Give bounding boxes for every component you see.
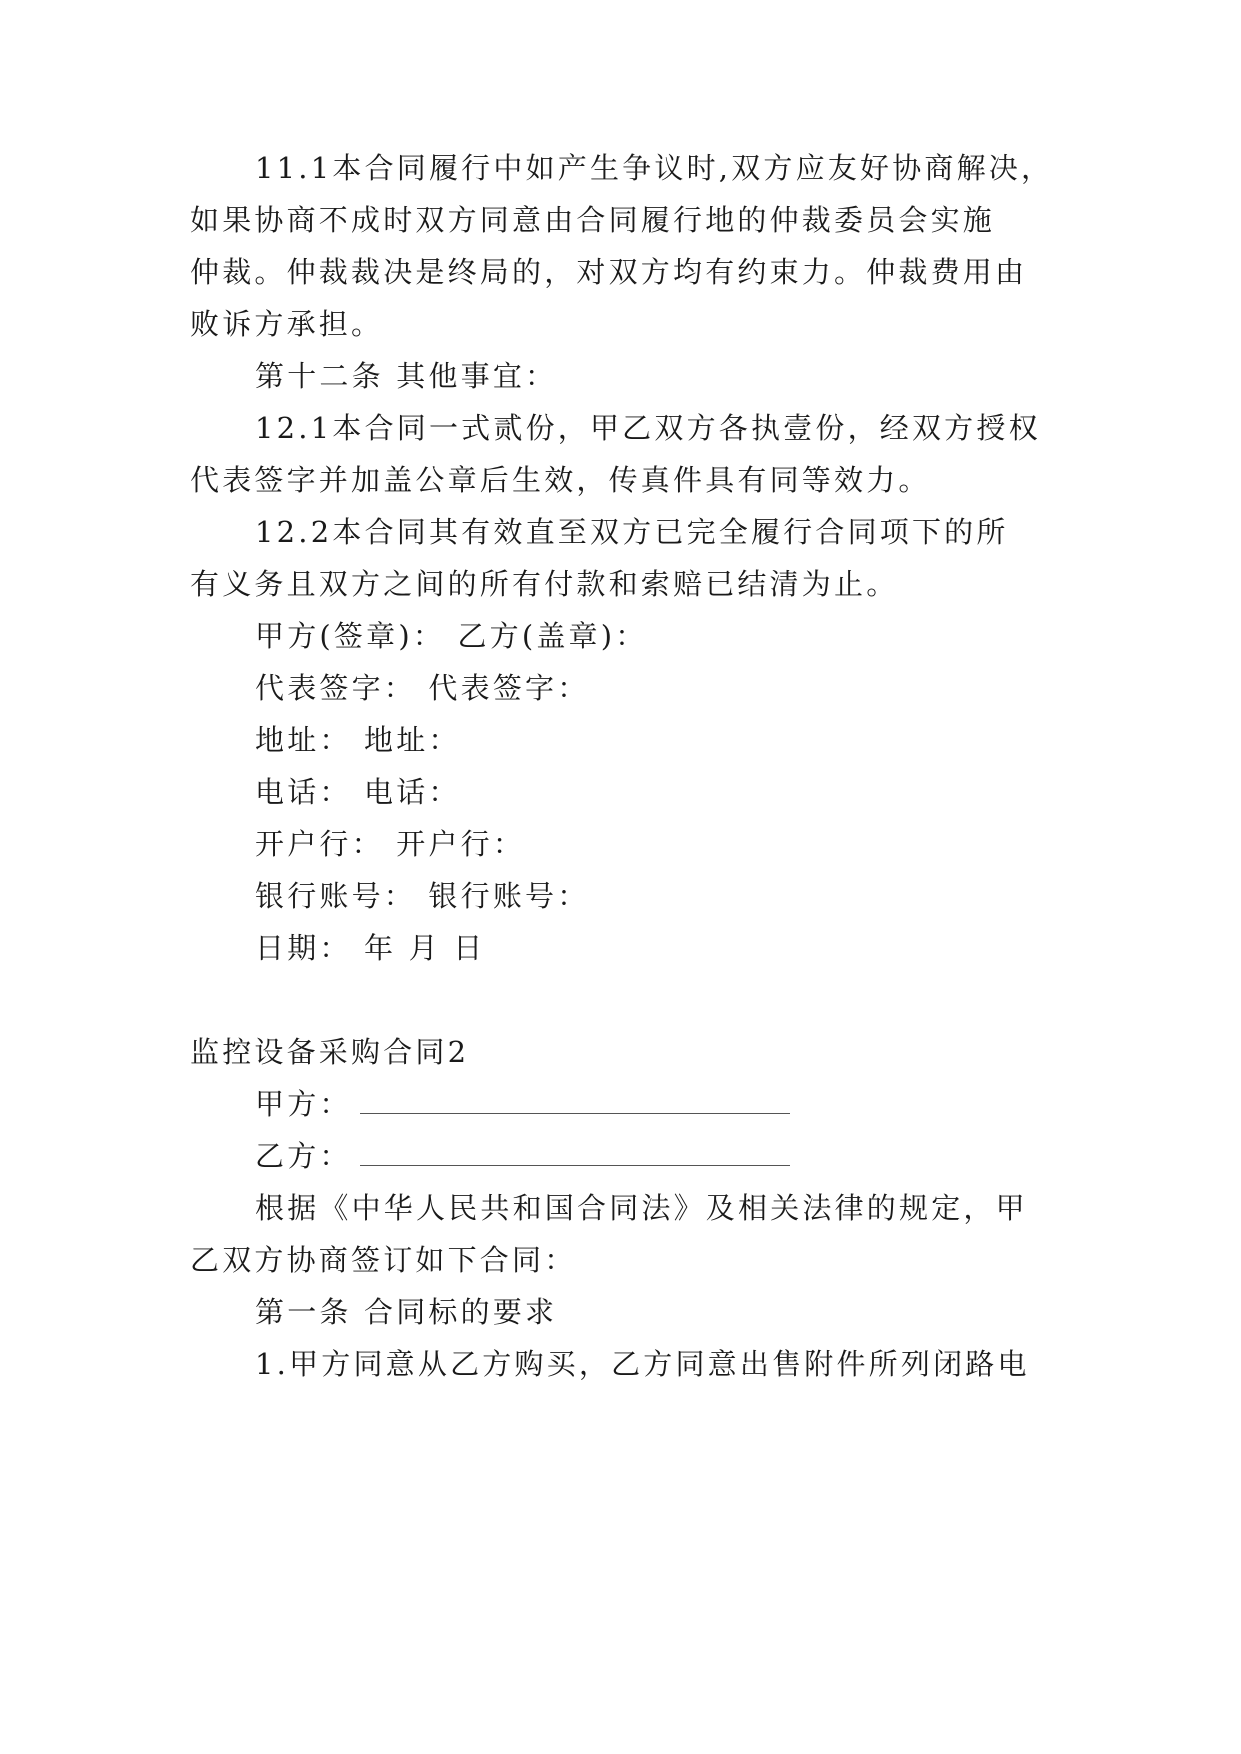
paragraph-11-1-line-2: 如果协商不成时双方同意由合同履行地的仲裁委员会实施 xyxy=(190,203,996,237)
preamble-line-1: 根据《中华人民共和国合同法》及相关法律的规定，甲 xyxy=(255,1191,1028,1225)
signature-date: 日期： 年 月 日 xyxy=(255,931,486,965)
party-b-line xyxy=(255,1138,790,1174)
signature-bank: 开户行： 开户行： xyxy=(255,827,526,861)
paragraph-12-1-line-2: 代表签字并加盖公章后生效，传真件具有同等效力。 xyxy=(190,463,931,497)
paragraph-12-2-line-1: 12.2本合同其有效直至双方已完全履行合同项下的所 xyxy=(255,515,1009,549)
signature-account: 银行账号： 银行账号： xyxy=(255,879,590,913)
party-a-blank xyxy=(360,1087,790,1114)
preamble-line-2: 乙双方协商签订如下合同： xyxy=(190,1243,577,1277)
contract-2-title: 监控设备采购合同2 xyxy=(190,1035,470,1069)
paragraph-12-1-line-1: 12.1本合同一式贰份，甲乙双方各执壹份，经双方授权 xyxy=(255,411,1041,445)
article-1-heading: 第一条 合同标的要求 xyxy=(255,1295,558,1329)
paragraph-11-1-line-1: 11.1本合同履行中如产生争议时,双方应友好协商解决， xyxy=(255,151,1054,185)
article-12-heading: 第十二条 其他事宜： xyxy=(255,359,558,393)
signature-representatives: 代表签字： 代表签字： xyxy=(255,671,590,705)
paragraph-11-1-line-3: 仲裁。仲裁裁决是终局的，对双方均有约束力。仲裁费用由 xyxy=(190,255,1028,289)
party-b-blank xyxy=(360,1139,790,1166)
signature-phone: 电话： 电话： xyxy=(255,775,461,809)
paragraph-11-1-line-4: 败诉方承担。 xyxy=(190,307,384,341)
paragraph-12-2-line-2: 有义务且双方之间的所有付款和索赔已结清为止。 xyxy=(190,567,899,601)
party-a-line xyxy=(255,1086,790,1122)
article-1-item-1: 1.甲方同意从乙方购买，乙方同意出售附件所列闭路电 xyxy=(255,1347,1030,1381)
party-a-label: 甲方： xyxy=(255,1087,352,1121)
signature-address: 地址： 地址： xyxy=(255,723,461,757)
signature-parties: 甲方(签章)： 乙方(盖章)： xyxy=(255,619,648,653)
party-b-label: 乙方： xyxy=(255,1139,352,1173)
